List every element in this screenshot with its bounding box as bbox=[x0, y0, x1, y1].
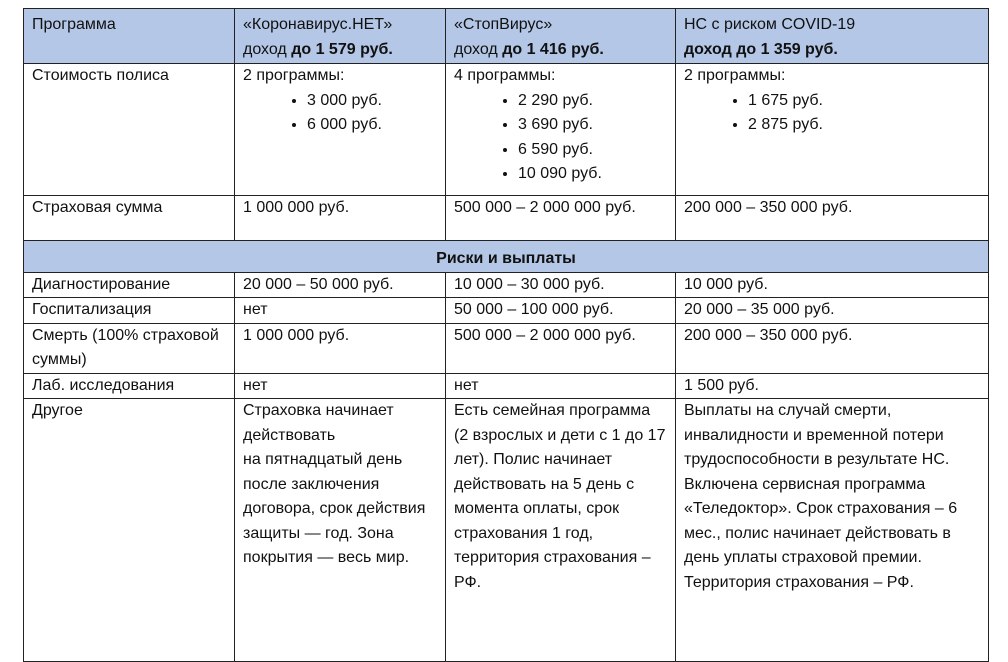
cell-other-ns-covid: Выплаты на случай смерти, инвалидности и временной потери трудоспособности в результате НС. Включена сервисная программа «Теледоктор». Срок страхования – 6 мес., полис начинает действовать в день уплаты страховой премии. Территория страхования – РФ. bbox=[676, 399, 989, 662]
price-list bbox=[454, 89, 667, 187]
cell-cost-koronavirus: 2 программы: • 3 000 руб. • 6 000 руб. bbox=[235, 64, 446, 196]
cell-hosp-ns-covid: 20 000 – 35 000 руб. bbox=[676, 298, 989, 324]
price-item: • 10 090 руб. bbox=[518, 162, 667, 187]
program-income: доход до 1 359 руб. bbox=[684, 40, 838, 58]
cell-diag-koronavirus: 20 000 – 50 000 руб. bbox=[235, 272, 446, 298]
row-death bbox=[24, 323, 989, 373]
cell-hosp-koronavirus: нет bbox=[235, 298, 446, 324]
program-name: НС с риском COVID-19 bbox=[684, 16, 856, 33]
program-income: доход до 1 579 руб. bbox=[243, 40, 393, 58]
program-income: доход до 1 416 руб. bbox=[454, 40, 604, 58]
row-label: Стоимость полиса bbox=[24, 64, 235, 196]
cell-other-koronavirus: Страховка начинает действовать на пятнадцатый день после заключения договора, срок действия защиты — год. Зона покрытия — весь мир. bbox=[235, 399, 446, 662]
row-label: Лаб. исследования bbox=[24, 373, 235, 399]
cell-sum-koronavirus: 1 000 000 руб. bbox=[235, 195, 446, 241]
program-name: «СтопВирус» bbox=[454, 16, 553, 33]
row-label: Страховая сумма bbox=[24, 195, 235, 241]
row-label: Диагностирование bbox=[24, 272, 235, 298]
row-policy-cost bbox=[24, 64, 989, 196]
price-list bbox=[684, 89, 980, 138]
cell-lab-ns-covid: 1 500 руб. bbox=[676, 373, 989, 399]
cell-other-stopvirus: Есть семейная программа (2 взрослых и дети с 1 до 17 лет). Полис начинает действовать на 5 день с момента оплаты, срок страхования 1 год, территория страхования – РФ. bbox=[446, 399, 676, 662]
section-risks-header bbox=[24, 241, 989, 273]
cell-sum-stopvirus: 500 000 – 2 000 000 руб. bbox=[446, 195, 676, 241]
price-item: • 1 675 руб. bbox=[748, 89, 980, 114]
cell-lab-koronavirus: нет bbox=[235, 373, 446, 399]
header-stopvirus bbox=[446, 9, 676, 64]
cell-sum-ns-covid: 200 000 – 350 000 руб. bbox=[676, 195, 989, 241]
price-item: • 3 690 руб. bbox=[518, 113, 667, 138]
cell-death-koronavirus: 1 000 000 руб. bbox=[235, 323, 446, 373]
price-item: • 2 290 руб. bbox=[518, 89, 667, 114]
price-item: • 3 000 руб. bbox=[307, 89, 437, 114]
price-list bbox=[243, 89, 437, 138]
section-title: Риски и выплаты bbox=[24, 241, 989, 273]
header-row bbox=[24, 9, 989, 64]
program-name: «Коронавирус.НЕТ» bbox=[243, 16, 393, 33]
row-diagnosis bbox=[24, 272, 989, 298]
row-lab-tests bbox=[24, 373, 989, 399]
row-insured-sum bbox=[24, 195, 989, 241]
row-label: Смерть (100% страховой суммы) bbox=[24, 323, 235, 373]
cell-cost-ns-covid: 2 программы: • 1 675 руб. • 2 875 руб. bbox=[676, 64, 989, 196]
price-item: • 6 000 руб. bbox=[307, 113, 437, 138]
row-label: Другое bbox=[24, 399, 235, 662]
cell-hosp-stopvirus: 50 000 – 100 000 руб. bbox=[446, 298, 676, 324]
cell-lab-stopvirus: нет bbox=[446, 373, 676, 399]
row-label: Госпитализация bbox=[24, 298, 235, 324]
cell-death-ns-covid: 200 000 – 350 000 руб. bbox=[676, 323, 989, 373]
header-koronavirus-net bbox=[235, 9, 446, 64]
header-program: Программа bbox=[24, 9, 235, 64]
cell-diag-ns-covid: 10 000 руб. bbox=[676, 272, 989, 298]
comparison-table bbox=[23, 8, 989, 662]
header-ns-covid bbox=[676, 9, 989, 64]
cell-cost-stopvirus: 4 программы: • 2 290 руб. • 3 690 руб. • 6 590 руб. • 10 090 руб. bbox=[446, 64, 676, 196]
cell-diag-stopvirus: 10 000 – 30 000 руб. bbox=[446, 272, 676, 298]
cell-death-stopvirus: 500 000 – 2 000 000 руб. bbox=[446, 323, 676, 373]
row-other bbox=[24, 399, 989, 662]
price-item: • 2 875 руб. bbox=[748, 113, 980, 138]
price-item: • 6 590 руб. bbox=[518, 138, 667, 163]
row-hospitalization bbox=[24, 298, 989, 324]
